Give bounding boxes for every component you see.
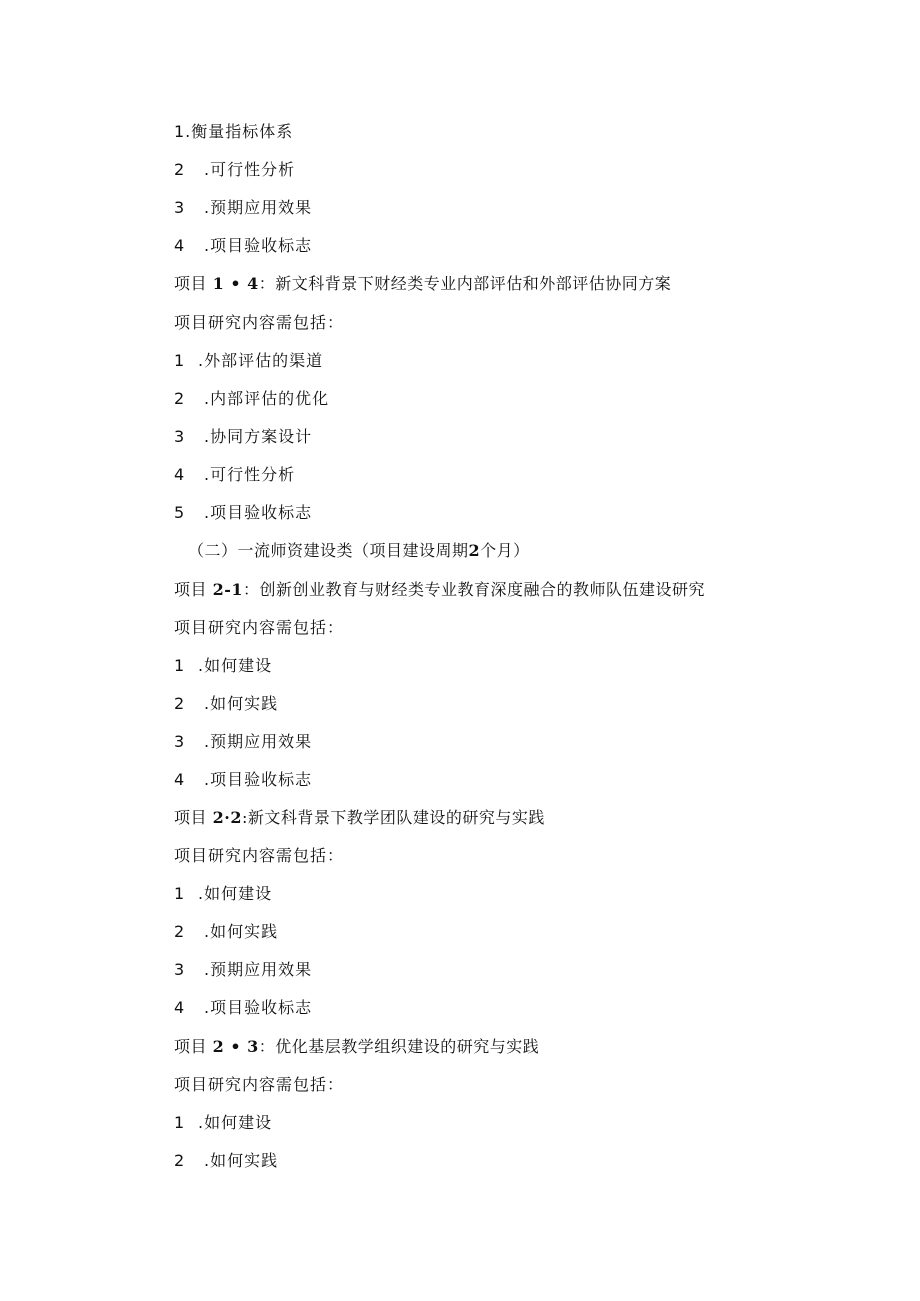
list-number: 1	[174, 351, 186, 370]
list-number: 4	[174, 998, 186, 1017]
list-number: 2	[174, 922, 186, 941]
list-number: 4	[174, 770, 186, 789]
list-number: 3	[174, 427, 186, 446]
list-number: 4	[174, 236, 186, 255]
list-text: .可行性分析	[204, 160, 296, 179]
list-text: .内部评估的优化	[204, 389, 330, 408]
list-item	[174, 160, 295, 180]
list-number: 2	[174, 389, 186, 408]
list-item	[174, 389, 329, 409]
list-text: .预期应用效果	[204, 198, 313, 217]
list-text: .可行性分析	[204, 465, 296, 484]
project-heading	[174, 1037, 539, 1057]
content-intro: 项目研究内容需包括：	[174, 846, 345, 865]
list-item	[174, 503, 312, 523]
list-text: .如何实践	[204, 694, 279, 713]
list-item	[174, 770, 312, 790]
list-item	[174, 884, 272, 904]
project-number: 2 • 3	[212, 1037, 259, 1056]
list-item	[174, 198, 312, 218]
project-title: ：新文科背景下财经类专业内部评估和外部评估协同方案	[258, 274, 672, 293]
section-title-end: 个月）	[480, 541, 530, 560]
list-text: .如何建设	[198, 1113, 273, 1132]
project-prefix: 项目	[174, 580, 208, 599]
list-text: .如何实践	[204, 1151, 279, 1170]
list-number: 3	[174, 960, 186, 979]
list-item	[174, 427, 312, 447]
list-item	[174, 960, 312, 980]
project-number: 2-1	[212, 580, 244, 599]
list-text: .预期应用效果	[204, 960, 313, 979]
list-text: .项目验收标志	[204, 998, 313, 1017]
list-number: 1	[174, 1113, 186, 1132]
section-heading	[188, 541, 530, 561]
list-item	[174, 922, 278, 942]
list-item	[174, 694, 278, 714]
list-number: 4	[174, 465, 186, 484]
list-text: .如何实践	[204, 922, 279, 941]
list-text: .项目验收标志	[204, 770, 313, 789]
list-text: .如何建设	[198, 656, 273, 675]
project-heading	[174, 274, 671, 294]
content-intro: 项目研究内容需包括：	[174, 313, 345, 332]
list-item	[174, 998, 312, 1018]
list-number: 3	[174, 732, 186, 751]
list-number: 2	[174, 694, 186, 713]
project-number: 2·2	[212, 808, 242, 827]
project-prefix: 项目	[174, 274, 208, 293]
list-number: 3	[174, 198, 186, 217]
list-text: .项目验收标志	[204, 503, 313, 522]
project-title: :新文科背景下教学团队建设的研究与实践	[241, 808, 545, 827]
list-number: 2	[174, 1151, 186, 1170]
list-text: .外部评估的渠道	[198, 351, 324, 370]
list-number: 5	[174, 503, 186, 522]
list-number: 1	[174, 656, 186, 675]
project-title: ：创新创业教育与财经类专业教育深度融合的教师队伍建设研究	[243, 580, 706, 599]
content-intro: 项目研究内容需包括：	[174, 1075, 345, 1094]
list-text: .预期应用效果	[204, 732, 313, 751]
list-item	[174, 1113, 272, 1133]
section-period-number: 2	[468, 541, 481, 560]
section-title-start: （二）一流师资建设类（项目建设周期	[188, 541, 469, 560]
list-text: 衡量指标体系	[191, 122, 294, 141]
list-text: .如何建设	[198, 884, 273, 903]
list-number: 1.	[174, 122, 192, 141]
list-text: .项目验收标志	[204, 236, 313, 255]
list-item	[174, 122, 293, 142]
project-prefix: 项目	[174, 1037, 208, 1056]
list-number: 2	[174, 160, 186, 179]
project-number: 1 • 4	[212, 274, 259, 293]
list-item	[174, 236, 312, 256]
project-heading	[174, 808, 545, 828]
list-item	[174, 1151, 278, 1171]
list-item	[174, 351, 323, 371]
list-item	[174, 656, 272, 676]
project-title: ：优化基层教学组织建设的研究与实践	[258, 1037, 540, 1056]
list-item	[174, 732, 312, 752]
content-intro: 项目研究内容需包括：	[174, 618, 345, 637]
list-number: 1	[174, 884, 186, 903]
list-item	[174, 465, 295, 485]
list-text: .协同方案设计	[204, 427, 313, 446]
project-heading	[174, 580, 705, 600]
project-prefix: 项目	[174, 808, 208, 827]
